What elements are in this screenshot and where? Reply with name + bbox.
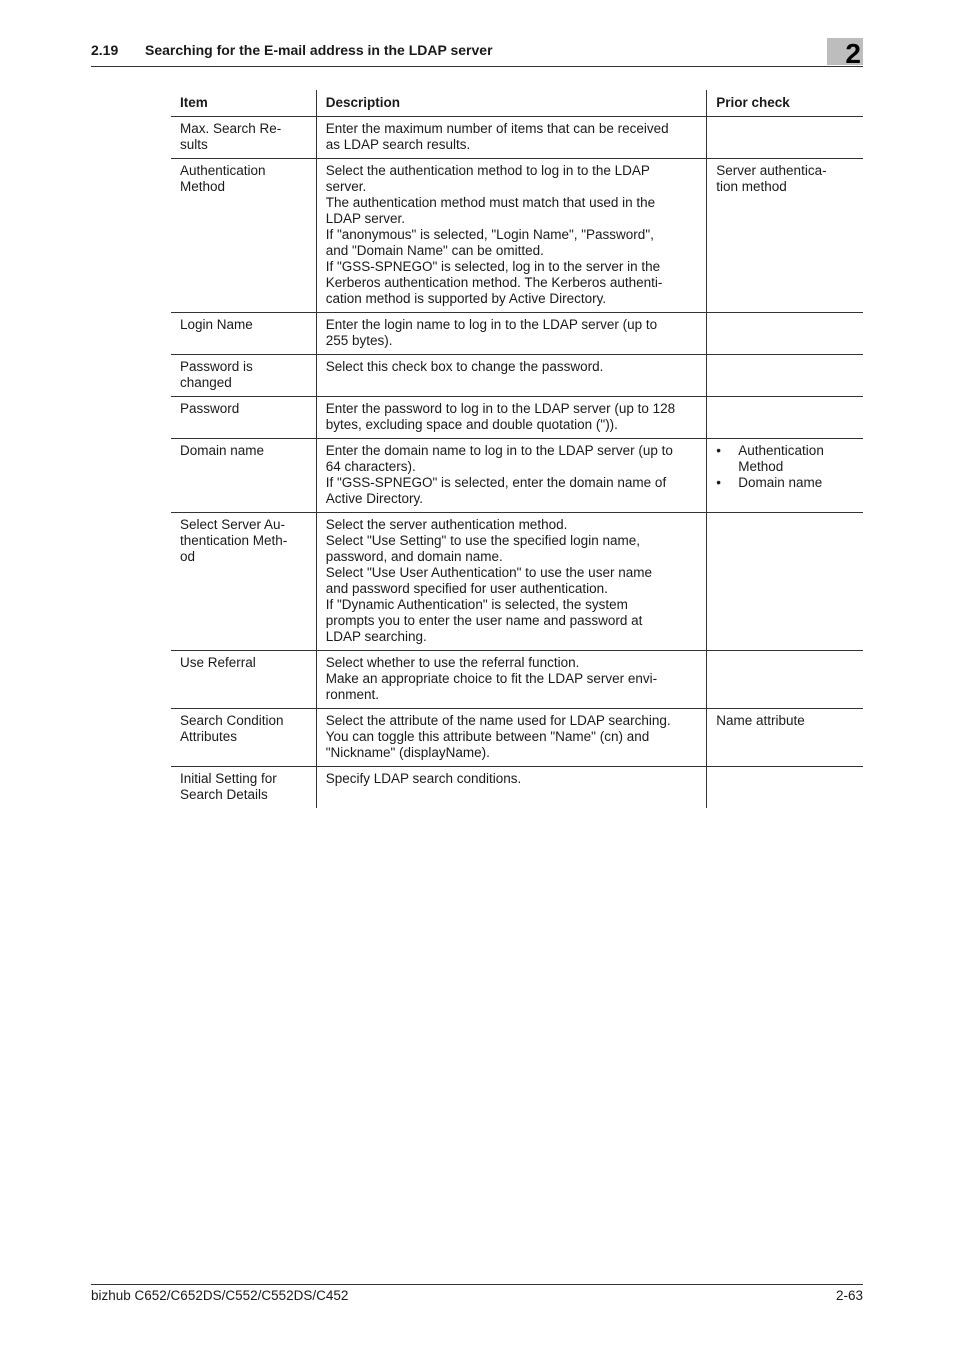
- prior-check-list-item: [716, 475, 854, 491]
- description-cell-line: Select the server authentication method.: [325, 517, 568, 532]
- page-number: 2-63: [835, 1288, 863, 1303]
- description-cell-line: Make an appropriate choice to fit the LDAP server envi-: [325, 671, 658, 686]
- description-cell: [316, 439, 707, 513]
- description-cell: [316, 117, 707, 159]
- description-cell-line: Select the authentication method to log in to the LDAP: [325, 163, 650, 178]
- description-cell: [316, 513, 707, 651]
- table-row: [171, 651, 863, 709]
- description-cell-line: You can toggle this attribute between "Name" (cn) and: [325, 729, 650, 744]
- prior-check-cell-line: Name attribute: [716, 713, 805, 728]
- description-cell-line: If "anonymous" is selected, "Login Name", "Password",: [325, 227, 654, 242]
- item-cell-line: Select Server Au-: [180, 517, 286, 532]
- prior-check-list: [716, 443, 854, 491]
- table-row: [171, 709, 863, 767]
- prior-check-cell: [707, 513, 863, 651]
- chapter-badge: 2: [827, 38, 863, 65]
- description-cell-line: Select whether to use the referral function.: [325, 655, 580, 670]
- description-cell: [316, 767, 707, 809]
- description-cell-line: cation method is supported by Active Directory.: [325, 291, 607, 306]
- description-cell-line: "Nickname" (displayName).: [325, 745, 490, 760]
- item-cell-line: Initial Setting for: [180, 771, 277, 786]
- prior-check-line: • Domain name: [738, 475, 823, 490]
- table-body: [171, 117, 863, 809]
- description-cell-line: If "Dynamic Authentication" is selected, the system: [325, 597, 628, 612]
- item-cell-line: Use Referral: [180, 655, 256, 670]
- page-footer: [91, 1284, 863, 1303]
- description-cell-line: Select this check box to change the password.: [325, 359, 604, 374]
- description-cell-line: ronment.: [325, 687, 379, 702]
- prior-check-cell: [707, 159, 863, 313]
- description-cell-line: The authentication method must match that used in the: [325, 195, 656, 210]
- item-cell-line: Max. Search Re-: [180, 121, 282, 136]
- table-row: [171, 159, 863, 313]
- item-cell-line: Login Name: [180, 317, 253, 332]
- item-cell: [171, 709, 316, 767]
- prior-check-cell: [707, 397, 863, 439]
- description-cell-line: 64 characters).: [325, 459, 416, 474]
- description-cell-line: prompts you to enter the user name and password at: [325, 613, 643, 628]
- prior-check-line: Method: [738, 459, 784, 474]
- description-cell-line: as LDAP search results.: [325, 137, 471, 152]
- item-cell: [171, 513, 316, 651]
- item-cell: [171, 159, 316, 313]
- description-cell: [316, 397, 707, 439]
- description-cell-line: 255 bytes).: [325, 333, 393, 348]
- description-cell-line: LDAP searching.: [325, 629, 427, 644]
- item-cell-line: changed: [180, 375, 232, 390]
- page-header: [91, 38, 863, 67]
- item-cell: [171, 397, 316, 439]
- item-cell-line: Search Details: [180, 787, 268, 802]
- model-name: bizhub C652/C652DS/C552/C552DS/C452: [91, 1288, 349, 1303]
- settings-table: [171, 90, 863, 808]
- description-cell-line: If "GSS-SPNEGO" is selected, log in to the server in the: [325, 259, 661, 274]
- description-cell-line: Specify LDAP search conditions.: [325, 771, 522, 786]
- item-cell: [171, 439, 316, 513]
- table-row: [171, 117, 863, 159]
- column-header-description: Description: [316, 90, 707, 117]
- item-cell-line: sults: [180, 137, 208, 152]
- section-number: 2.19: [91, 42, 119, 58]
- description-cell-line: Enter the login name to log in to the LDAP server (up to: [325, 317, 658, 332]
- table-row: [171, 439, 863, 513]
- prior-check-cell: [707, 767, 863, 809]
- prior-check-cell-line: tion method: [716, 179, 787, 194]
- prior-check-cell: [707, 439, 863, 513]
- description-cell-line: Select the attribute of the name used for LDAP searching.: [325, 713, 671, 728]
- table-row: [171, 767, 863, 809]
- item-cell-line: Authentication: [180, 163, 266, 178]
- description-cell: [316, 159, 707, 313]
- description-cell-line: LDAP server.: [325, 211, 405, 226]
- item-cell-line: Method: [180, 179, 226, 194]
- item-cell: [171, 117, 316, 159]
- description-cell-line: Select "Use User Authentication" to use the user name: [325, 565, 652, 580]
- prior-check-list-item: [716, 443, 854, 475]
- prior-check-cell: [707, 313, 863, 355]
- description-cell-line: password, and domain name.: [325, 549, 503, 564]
- description-cell-line: Enter the domain name to log in to the LDAP server (up to: [325, 443, 673, 458]
- description-cell-line: Enter the password to log in to the LDAP server (up to 128: [325, 401, 676, 416]
- item-cell: [171, 651, 316, 709]
- item-cell-line: Attributes: [180, 729, 238, 744]
- item-cell-line: Password: [180, 401, 240, 416]
- description-cell-line: Kerberos authentication method. The Kerberos authenti-: [325, 275, 663, 290]
- table-row: [171, 513, 863, 651]
- table-header-row: [171, 90, 863, 117]
- description-cell-line: server.: [325, 179, 367, 194]
- description-cell: [316, 313, 707, 355]
- column-header-item: Item: [171, 90, 316, 117]
- prior-check-line: • Authentication: [738, 443, 824, 458]
- description-cell-line: and password specified for user authentication.: [325, 581, 608, 596]
- description-cell-line: If "GSS-SPNEGO" is selected, enter the domain name of: [325, 475, 667, 490]
- item-cell-line: Password is: [180, 359, 253, 374]
- prior-check-cell: [707, 355, 863, 397]
- description-cell-line: Active Directory.: [325, 491, 423, 506]
- description-cell: [316, 709, 707, 767]
- item-cell: [171, 767, 316, 809]
- item-cell-line: Domain name: [180, 443, 265, 458]
- description-cell-line: Enter the maximum number of items that can be received: [325, 121, 669, 136]
- description-cell: [316, 355, 707, 397]
- prior-check-cell: [707, 651, 863, 709]
- item-cell-line: Search Condition: [180, 713, 284, 728]
- item-cell: [171, 313, 316, 355]
- prior-check-cell: [707, 117, 863, 159]
- description-cell-line: Select "Use Setting" to use the specified login name,: [325, 533, 640, 548]
- item-cell: [171, 355, 316, 397]
- table-row: [171, 313, 863, 355]
- item-cell-line: od: [180, 549, 196, 564]
- section-title: Searching for the E-mail address in the LDAP server: [145, 42, 493, 58]
- item-cell-line: thentication Meth-: [180, 533, 288, 548]
- description-cell-line: bytes, excluding space and double quotation (")).: [325, 417, 618, 432]
- table-row: [171, 397, 863, 439]
- description-cell-line: and "Domain Name" can be omitted.: [325, 243, 544, 258]
- prior-check-cell-line: Server authentica-: [716, 163, 827, 178]
- prior-check-cell: [707, 709, 863, 767]
- table-row: [171, 355, 863, 397]
- column-header-prior-check: Prior check: [707, 90, 863, 117]
- description-cell: [316, 651, 707, 709]
